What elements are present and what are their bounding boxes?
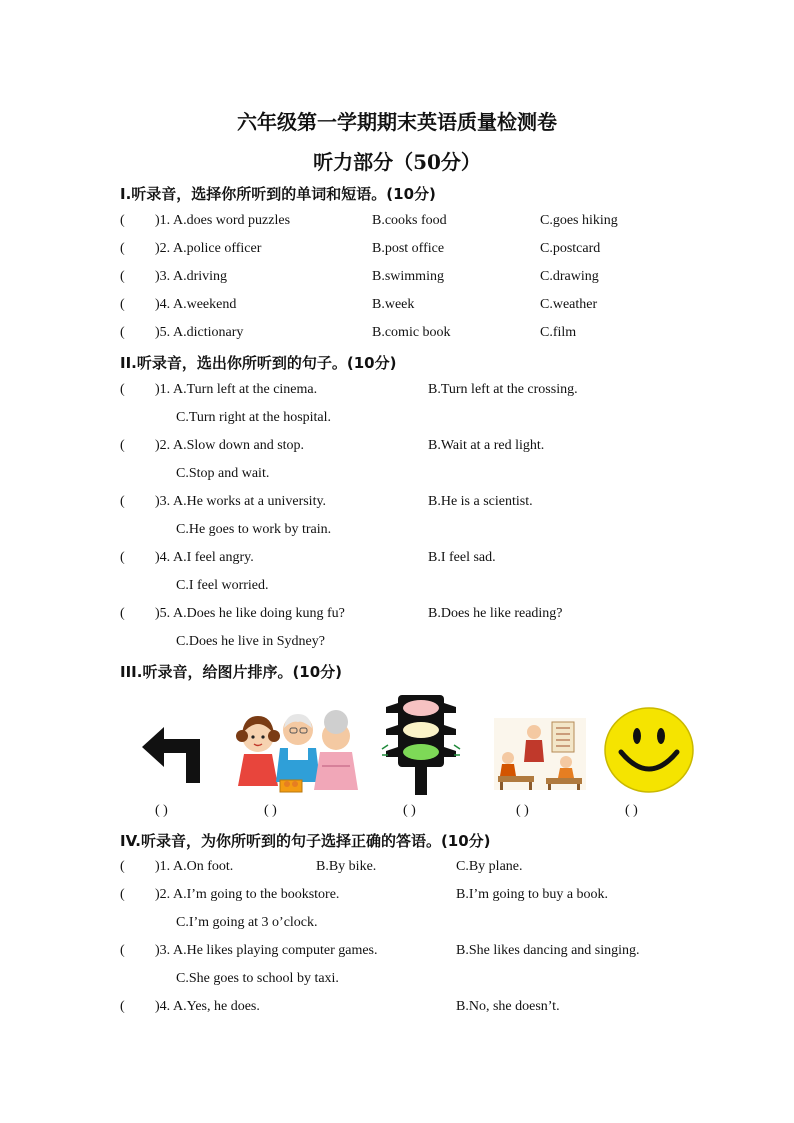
page-title: 六年级第一学期期末英语质量检测卷 xyxy=(237,110,557,134)
picture-2-blank[interactable]: ( ) xyxy=(264,803,277,818)
option-c: C.weather xyxy=(540,297,598,312)
section-3-heading: III.听录音，给图片排序。(10分) xyxy=(120,663,343,681)
question-number: )4. xyxy=(155,999,171,1014)
answer-blank[interactable]: ( xyxy=(120,438,125,453)
option-b: B.Wait at a red light. xyxy=(428,438,545,453)
option-c: C.drawing xyxy=(540,269,599,284)
option-a: A.police officer xyxy=(173,241,262,256)
option-b: B.He is a scientist. xyxy=(428,494,533,509)
option-b: B.She likes dancing and singing. xyxy=(456,943,640,958)
option-a: A.dictionary xyxy=(173,325,244,340)
answer-blank[interactable]: ( xyxy=(120,494,125,509)
option-b: B.swimming xyxy=(372,269,444,284)
option-a: A.He likes playing computer games. xyxy=(173,943,378,958)
picture-1-blank[interactable]: ( ) xyxy=(155,803,168,818)
answer-blank[interactable]: ( xyxy=(120,241,125,256)
turn-left-arrow-icon xyxy=(140,725,206,785)
option-b: B.cooks food xyxy=(372,213,447,228)
section-4-heading: IV.听录音，为你所听到的句子选择正确的答语。(10分) xyxy=(120,832,491,850)
option-c: C.postcard xyxy=(540,241,601,256)
green-light xyxy=(403,744,439,760)
page-subtitle: 听力部分（50分） xyxy=(313,150,481,174)
question-number: )4. xyxy=(155,297,171,312)
option-c: C.He goes to work by train. xyxy=(176,522,332,537)
option-b: B.week xyxy=(372,297,415,312)
option-b: B.post office xyxy=(372,241,445,256)
answer-blank[interactable]: ( xyxy=(120,606,125,621)
option-c: C.film xyxy=(540,325,577,340)
option-c: C.Does he live in Sydney? xyxy=(176,634,325,649)
option-a: A.Does he like doing kung fu? xyxy=(173,606,345,621)
answer-blank[interactable]: ( xyxy=(120,887,125,902)
question-number: )2. xyxy=(155,887,171,902)
section-1-heading: I.听录音，选择你所听到的单词和短语。(10分) xyxy=(120,185,436,203)
answer-blank[interactable]: ( xyxy=(120,297,125,312)
option-c: C.She goes to school by taxi. xyxy=(176,971,339,986)
option-b: B.Does he like reading? xyxy=(428,606,563,621)
option-a: A.He works at a university. xyxy=(173,494,327,509)
question-number: )4. xyxy=(155,550,171,565)
option-c: C.Stop and wait. xyxy=(176,466,270,481)
question-number: )1. xyxy=(155,859,171,874)
picture-5-blank[interactable]: ( ) xyxy=(625,803,638,818)
question-number: )3. xyxy=(155,269,171,284)
smiley-face-icon xyxy=(603,706,695,794)
option-a: A.I feel angry. xyxy=(173,550,254,565)
answer-blank[interactable]: ( xyxy=(120,382,125,397)
option-a: A.On foot. xyxy=(173,859,234,874)
question-number: )1. xyxy=(155,382,171,397)
option-a: A.driving xyxy=(173,269,228,284)
question-number: )5. xyxy=(155,325,171,340)
option-b: B.No, she doesn’t. xyxy=(456,999,560,1014)
option-b: B.I feel sad. xyxy=(428,550,496,565)
option-c: C.goes hiking xyxy=(540,213,618,228)
question-number: )3. xyxy=(155,943,171,958)
family-grandparents-picture xyxy=(232,706,360,796)
classroom-picture xyxy=(494,718,586,790)
option-a: A.Yes, he does. xyxy=(173,999,260,1014)
option-b: B.By bike. xyxy=(316,859,377,874)
picture-4-blank[interactable]: ( ) xyxy=(516,803,529,818)
answer-blank[interactable]: ( xyxy=(120,269,125,284)
option-b: B.I’m going to buy a book. xyxy=(456,887,609,902)
yellow-light xyxy=(403,722,439,738)
answer-blank[interactable]: ( xyxy=(120,999,125,1014)
option-c: C.I’m going at 3 o’clock. xyxy=(176,915,318,930)
option-c: C.Turn right at the hospital. xyxy=(176,410,332,425)
section-2-heading: II.听录音，选出你所听到的句子。(10分) xyxy=(120,354,397,372)
answer-blank[interactable]: ( xyxy=(120,859,125,874)
question-number: )2. xyxy=(155,438,171,453)
answer-blank[interactable]: ( xyxy=(120,325,125,340)
question-number: )5. xyxy=(155,606,171,621)
option-c: C.I feel worried. xyxy=(176,578,269,593)
option-a: A.I’m going to the bookstore. xyxy=(173,887,340,902)
red-light xyxy=(403,700,439,716)
option-a: A.weekend xyxy=(173,297,237,312)
answer-blank[interactable]: ( xyxy=(120,550,125,565)
question-number: )1. xyxy=(155,213,171,228)
question-number: )3. xyxy=(155,494,171,509)
option-a: A.Slow down and stop. xyxy=(173,438,305,453)
option-b: B.Turn left at the crossing. xyxy=(428,382,578,397)
picture-3-blank[interactable]: ( ) xyxy=(403,803,416,818)
question-number: )2. xyxy=(155,241,171,256)
option-a: A.Turn left at the cinema. xyxy=(173,382,318,397)
traffic-light-icon xyxy=(382,693,460,797)
answer-blank[interactable]: ( xyxy=(120,213,125,228)
answer-blank[interactable]: ( xyxy=(120,943,125,958)
option-c: C.By plane. xyxy=(456,859,523,874)
option-b: B.comic book xyxy=(372,325,451,340)
option-a: A.does word puzzles xyxy=(173,213,291,228)
